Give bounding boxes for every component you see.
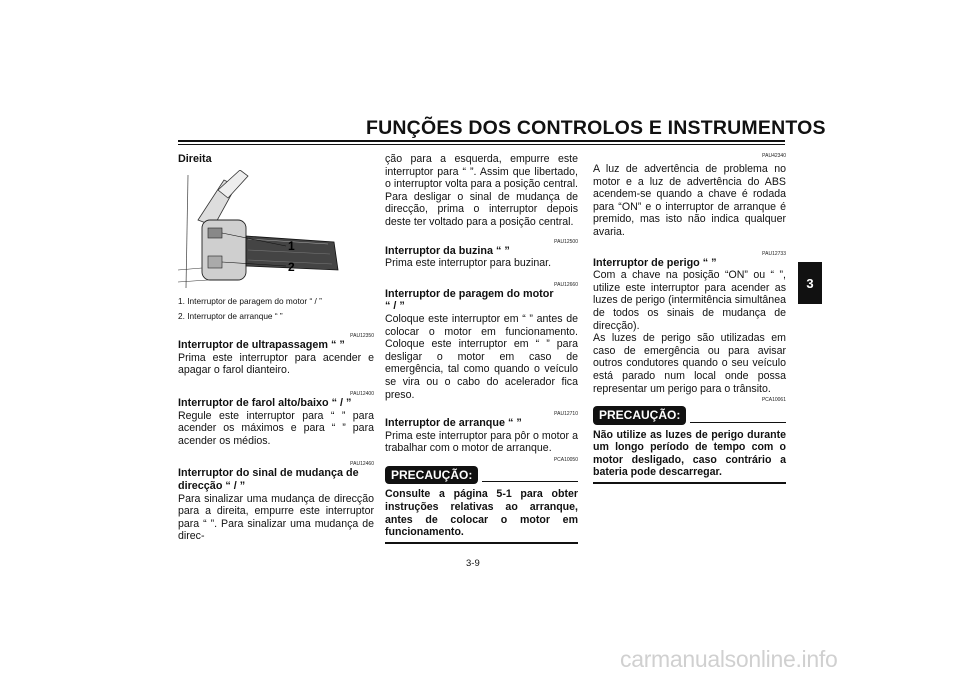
reference-code: PAU12400 bbox=[350, 390, 374, 397]
column-right bbox=[593, 153, 786, 484]
paragraph: ção para a esquerda, empurre este interruptor para “ ”. Assim que libertado, o interruptor volta para a posição central. Para desligar o sinal de mudança de direcção, prima o interruptor depois deste ter voltado para a posição central. bbox=[385, 153, 578, 228]
reference-code: PAU12710 bbox=[554, 411, 578, 418]
caution-rule bbox=[482, 481, 578, 482]
title-rule-thin bbox=[178, 144, 785, 145]
caution-text: Consulte a página 5-1 para obter instruções relativas ao arranque, antes de colocar o motor em funcionamento. bbox=[385, 488, 578, 543]
section-heading: Direita bbox=[178, 153, 212, 165]
page-title: FUNÇÕES DOS CONTROLOS E INSTRUMENTOS bbox=[366, 117, 826, 139]
reference-code: PAU12500 bbox=[554, 238, 578, 245]
reference-code: PAU12350 bbox=[350, 333, 374, 340]
reference-code: PAU42340 bbox=[762, 153, 786, 159]
paragraph: Prima este interruptor para acender e apagar o farol dianteiro. bbox=[178, 351, 374, 377]
reference-code: PAU12660 bbox=[554, 281, 578, 288]
heading-hazard-switch: Interruptor de perigo “ ” bbox=[593, 256, 717, 269]
heading-start-switch: Interruptor de arranque “ ” bbox=[385, 417, 522, 430]
heading-passing-switch: Interruptor de ultrapassagem “ ” bbox=[178, 339, 345, 352]
paragraph: Prima este interruptor para pôr o motor a trabalhar com o motor de arranque. bbox=[385, 429, 578, 455]
paragraph: Coloque este interruptor em “ ” antes de colocar o motor em funcionamento. Coloque este interruptor em “ ” para desligar o motor em caso de emergência, tal como quando o veículo se vira ou o cabo do acelerador fica preso. bbox=[385, 312, 578, 401]
caution-text: Não utilize as luzes de perigo durante um longo período de tempo com o motor desligado, caso contrário a bateria pode descarregar. bbox=[593, 429, 786, 484]
caution-label: PRECAUÇÃO: bbox=[385, 466, 478, 485]
heading-turn-signal-switch: Interruptor do sinal de mudança de direcção “ / ” bbox=[178, 467, 359, 492]
heading-engine-stop-symbols: “ / ” bbox=[385, 300, 405, 313]
handlebar-switch-illustration bbox=[178, 170, 364, 288]
paragraph: Prima este interruptor para buzinar. bbox=[385, 257, 552, 270]
paragraph: Com a chave na posição “ON” ou “ ”, utilize este interruptor para acender as luzes de perigo (intermitência simultânea de todos os sinais de mudança de direcção). bbox=[593, 269, 786, 332]
caution-label: PRECAUÇÃO: bbox=[593, 406, 686, 425]
paragraph: Regule este interruptor para “ ” para acender os máximos e para “ ” para acender os médios. bbox=[178, 409, 374, 447]
callout-2: 2 bbox=[288, 259, 295, 274]
paragraph: A luz de advertência de problema no motor e a luz de advertência do ABS acendem-se quando a chave é rodada para “ON” e o interruptor de arranque é premido, mas isto não indica qualquer avaria. bbox=[593, 163, 786, 238]
reference-code: PCA10050 bbox=[553, 456, 578, 463]
heading-horn-switch: Interruptor da buzina “ ” bbox=[385, 244, 510, 257]
page-number: 3-9 bbox=[466, 558, 480, 569]
caution-rule bbox=[690, 422, 786, 423]
reference-code: PAU12460 bbox=[350, 461, 374, 468]
paragraph: As luzes de perigo são utilizadas em caso de emergência ou para avisar outros condutores quando o seu veículo está parado num local onde possa representar um perigo para o trânsito. bbox=[593, 332, 786, 395]
caution-header bbox=[593, 406, 786, 425]
column-middle bbox=[385, 153, 578, 544]
chapter-tab[interactable]: 3 bbox=[798, 262, 822, 304]
figure-caption-2: 2. Interruptor de arranque “ ” bbox=[178, 311, 283, 322]
reference-code: PAU12733 bbox=[762, 250, 786, 257]
paragraph: Para sinalizar uma mudança de direcção para a direita, empurre este interruptor para “ ”. Para sinalizar uma mudança de direc- bbox=[178, 492, 374, 543]
reference-code: PCA10061 bbox=[761, 397, 786, 404]
watermark[interactable]: carmanualsonline.info bbox=[620, 646, 838, 672]
callout-1: 1 bbox=[288, 238, 295, 253]
heading-engine-stop-switch: Interruptor de paragem do motor bbox=[385, 287, 554, 300]
heading-dimmer-switch: Interruptor de farol alto/baixo “ / ” bbox=[178, 396, 352, 409]
caution-header bbox=[385, 466, 578, 485]
column-left bbox=[178, 153, 374, 543]
title-rule bbox=[178, 140, 785, 142]
figure-caption-1: 1. Interruptor de paragem do motor “ / ” bbox=[178, 296, 322, 307]
